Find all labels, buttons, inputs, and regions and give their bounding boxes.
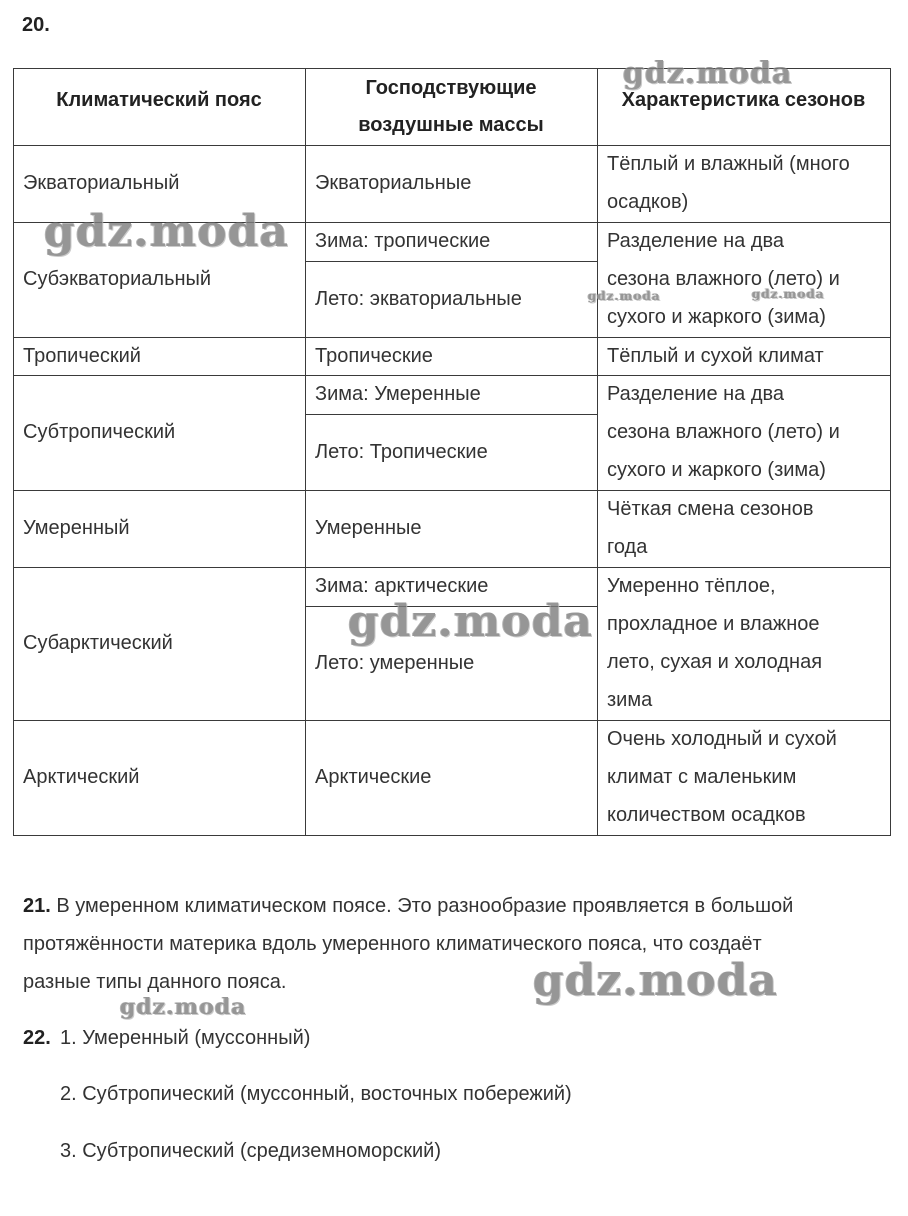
watermark-logo: gdz.moda: [348, 596, 594, 647]
watermark-logo: gdz.moda: [44, 206, 290, 257]
question-22-number: 22.: [23, 1027, 51, 1049]
table-cell-seasons: Тёплый и сухой климат: [607, 345, 824, 367]
watermark-logo: gdz.moda: [752, 287, 825, 301]
question-21-number: 21.: [23, 895, 51, 917]
table-cell-seasons: количеством осадков: [607, 804, 806, 826]
table-cell-masses: Лето: экваториальные: [315, 288, 522, 310]
watermark-logo: gdz.moda: [623, 56, 793, 91]
table-cell-belt: Экваториальный: [23, 172, 180, 194]
table-cell-seasons: климат с маленьким: [607, 766, 797, 788]
table-header: Господствующие воздушные массы: [358, 77, 544, 136]
watermark-logo: gdz.moda: [588, 289, 661, 303]
table-cell-seasons: сезона влажного (лето) и: [607, 268, 840, 290]
table-cell-masses: Зима: арктические: [315, 575, 489, 597]
answer-21-text-1: В умеренном климатическом поясе. Это разнообразие проявляется в большой: [50, 895, 794, 917]
table-cell-seasons: Разделение на два: [607, 230, 785, 252]
table-header: Климатический пояс: [56, 89, 262, 111]
answer-22-item-2: 2. Субтропический (муссонный, восточных побережий): [60, 1083, 572, 1105]
table-column-border: [890, 68, 891, 836]
table-cell-belt: Тропический: [23, 345, 141, 367]
table-cell-masses: Лето: умеренные: [315, 652, 475, 674]
table-cell-seasons: прохладное и влажное: [607, 613, 820, 635]
table-row-border: [13, 835, 891, 836]
table-cell-seasons: Тёплый и влажный (много: [607, 153, 850, 175]
table-cell-belt: Субтропический: [23, 421, 176, 443]
answer-21-line-1: [23, 887, 793, 925]
table-cell-seasons: сухого и жаркого (зима): [607, 306, 826, 328]
answer-22-item-1: 1. Умеренный (муссонный): [60, 1027, 311, 1049]
table-cell-belt: Арктический: [23, 766, 140, 788]
watermark-logo: gdz.moda: [533, 955, 779, 1006]
table-cell-masses: Тропические: [315, 345, 433, 367]
table-cell-masses: Лето: Тропические: [315, 441, 488, 463]
answer-22-item-3: 3. Субтропический (средиземноморский): [60, 1140, 442, 1162]
table-cell-seasons: Разделение на два: [607, 383, 785, 405]
table-cell-seasons: лето, сухая и холодная: [607, 651, 823, 673]
table-cell-seasons: осадков): [607, 191, 689, 213]
table-cell-seasons: сезона влажного (лето) и: [607, 421, 840, 443]
table-cell-seasons: Умеренно тёплое,: [607, 575, 776, 597]
table-cell-seasons: зима: [607, 689, 653, 711]
table-cell-seasons: года: [607, 536, 648, 558]
table-cell-masses: Зима: тропические: [315, 230, 491, 252]
table-cell-masses: Умеренные: [315, 517, 422, 539]
table-cell-belt: Умеренный: [23, 517, 130, 539]
answer-21-line-3: разные типы данного пояса.: [23, 971, 287, 993]
table-cell-masses: Экваториальные: [315, 172, 472, 194]
table-cell-seasons: сухого и жаркого (зима): [607, 459, 826, 481]
table-cell-seasons: Чёткая смена сезонов: [607, 498, 814, 520]
table-cell-seasons: Очень холодный и сухой: [607, 728, 837, 750]
table-cell-masses: Зима: Умеренные: [315, 383, 481, 405]
question-20-number: 20.: [22, 14, 50, 36]
table-cell-belt: Субэкваториальный: [23, 268, 212, 290]
watermark-logo: gdz.moda: [120, 994, 247, 1020]
answer-21-line-2: протяжённости материка вдоль умеренного климатического пояса, что создаёт: [23, 933, 762, 955]
table-cell-belt: Субарктический: [23, 632, 173, 654]
table-header: Характеристика сезонов: [621, 89, 866, 111]
table-cell-masses: Арктические: [315, 766, 432, 788]
